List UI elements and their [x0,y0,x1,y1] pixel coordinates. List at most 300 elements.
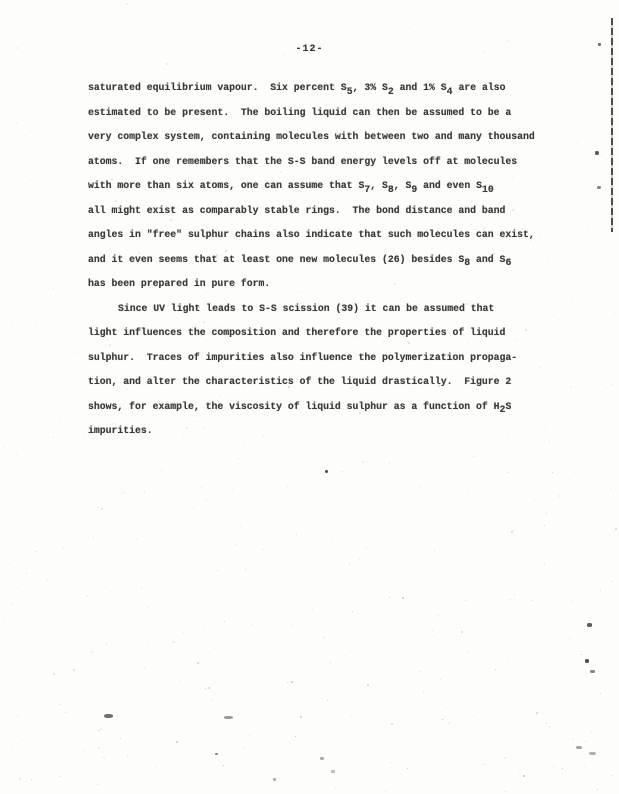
scan-speck [46,237,47,238]
scan-speck [546,513,547,514]
scan-speck [593,660,594,661]
scan-speck [102,2,103,3]
scan-speck [534,499,535,500]
scan-speck [465,546,466,547]
text-line [88,272,568,297]
scan-speck [614,313,615,314]
scan-speck [391,723,393,725]
body-text: S [505,400,512,412]
scan-speck [35,551,36,552]
scan-speck [277,509,278,510]
scan-speck [214,648,215,649]
text-line [88,125,568,150]
text-line [88,370,568,395]
scan-speck [599,88,600,89]
scan-speck [141,588,142,589]
scan-speck [410,19,411,20]
text-line [88,419,568,444]
scan-speck [84,159,85,160]
scan-speck [57,476,58,477]
scan-speck [495,669,496,670]
scan-speck [465,600,466,601]
scan-speck [587,227,588,228]
scan-speck [600,693,601,694]
scan-speck [508,472,509,473]
scan-speck [100,728,102,730]
scan-speck [461,68,462,69]
scan-speck [59,704,60,705]
scan-speck [98,748,99,749]
scan-speck [331,542,332,543]
scan-speck [432,636,433,637]
scan-speck [121,493,122,494]
scan-speck [41,422,42,423]
scan-speck [539,57,540,58]
scan-speck [16,83,17,84]
body-text: very complex system, containing molecules with between two and many thousand [88,131,535,142]
scan-speck [19,332,20,333]
scan-speck [408,27,410,29]
scan-speck [523,775,525,777]
body-text: atoms. If one remembers that the S-S band energy levels off at molecules [88,155,518,167]
scan-speck [343,693,344,694]
scan-speck [11,326,12,327]
scan-speck [235,544,236,545]
scan-speck [106,644,107,645]
document-body [88,76,568,444]
subscript-text: 10 [481,183,494,195]
scan-speck [549,726,551,728]
scan-speck [563,457,564,458]
scan-speck [425,646,426,647]
scan-speck [513,530,514,531]
scan-speck [298,691,299,692]
scan-speck [236,6,237,7]
scan-speck [77,718,78,719]
scan-speck [203,38,204,39]
text-line [88,150,568,175]
scan-speck [605,133,606,134]
subscript-text: 4 [446,85,453,97]
scan-speck [34,173,35,174]
body-text: impurities. [88,425,153,436]
scan-speck [389,657,390,658]
scan-speck [99,747,100,748]
scan-speck [546,723,547,724]
scan-speck [440,679,441,680]
scan-speck [446,707,447,708]
scan-speck [489,719,490,720]
body-text: has been prepared in pure form. [88,278,271,289]
scan-speck [166,63,168,65]
scan-mark [576,746,582,749]
scan-speck [17,716,18,717]
scan-speck [19,778,21,780]
scan-speck [596,146,597,147]
scan-mark [590,670,595,673]
scan-speck [218,452,219,453]
scan-speck [577,335,578,336]
scan-speck [436,701,437,702]
scan-speck [467,651,468,652]
scan-speck [206,499,207,500]
scan-speck [148,645,149,646]
scan-speck [144,491,145,492]
scan-speck [357,40,358,41]
body-text: and it even seems that at least one new molecules (26) besides S [88,253,465,265]
body-text: , S [370,180,388,191]
scan-speck [53,288,54,289]
scan-speck [60,776,61,777]
scan-speck [197,662,199,664]
scan-speck [135,74,136,75]
scan-mark [104,714,113,718]
scan-speck [219,499,220,500]
scan-speck [391,762,392,763]
scan-speck [532,600,533,601]
scan-speck [60,421,61,422]
scan-speck [173,641,175,643]
scan-speck [249,735,250,736]
scan-speck [79,735,80,736]
scan-speck [2,457,3,458]
scan-speck [402,597,404,599]
scan-speck [25,235,26,236]
scan-speck [23,354,24,355]
scan-speck [498,482,499,483]
scan-speck [366,587,367,588]
scan-speck [473,763,474,764]
scan-speck [238,458,239,459]
scan-speck [610,488,611,489]
scan-speck [471,744,472,745]
scan-speck [81,419,82,420]
scan-mark [215,753,218,755]
scan-speck [544,564,545,565]
scan-speck [337,608,338,609]
body-text: Since UV light leads to S-S scission (39) it can be assumed that [118,302,495,314]
scan-speck [201,510,202,511]
scan-speck [16,587,17,588]
scan-speck [605,485,606,486]
scan-speck [232,489,233,490]
scan-speck [95,41,96,42]
scan-speck [9,342,10,343]
scan-speck [585,741,586,742]
scan-speck [312,609,313,610]
scan-speck [597,88,598,89]
scan-speck [291,681,293,683]
scan-speck [512,724,513,725]
scan-speck [44,21,45,22]
scan-mark [325,470,328,473]
scan-speck [591,731,592,732]
body-text: , 3% S [352,82,388,93]
scan-speck [9,564,10,565]
scan-speck [366,548,367,549]
scan-speck [176,741,178,743]
scan-mark [585,659,589,663]
scan-speck [98,730,99,731]
scan-speck [453,522,454,523]
scan-speck [167,594,168,595]
scan-speck [572,601,573,602]
scan-speck [561,720,562,721]
scan-speck [31,141,33,143]
scan-speck [472,716,473,717]
scan-speck [218,72,219,73]
scan-speck [544,525,545,526]
scan-mark [589,752,596,755]
scan-speck [531,555,532,556]
scan-speck [53,437,54,438]
scan-speck [193,508,194,509]
scan-speck [241,38,242,39]
scan-speck [201,487,202,488]
scan-speck [544,11,545,12]
scan-speck [235,57,236,58]
scan-speck [433,676,434,677]
scan-speck [161,470,162,471]
scan-speck [453,3,455,5]
scan-speck [505,791,506,792]
scan-speck [421,716,422,717]
scan-speck [63,547,64,548]
scan-speck [536,712,538,714]
scan-speck [17,200,18,201]
scan-speck [584,766,585,767]
scan-speck [355,19,356,20]
scan-speck [47,579,48,580]
scan-speck [86,595,88,597]
scan-speck [243,445,244,446]
scan-speck [330,662,331,663]
scan-speck [550,645,551,646]
scan-speck [206,31,207,32]
scan-speck [577,458,578,459]
scan-speck [450,620,451,621]
scan-speck [208,687,210,689]
scan-speck [553,766,554,767]
scan-speck [1,108,2,109]
scan-speck [224,621,225,622]
scan-speck [67,279,69,281]
scan-speck [126,3,128,5]
text-line [88,76,568,101]
scan-speck [514,594,515,595]
scan-speck [508,661,510,663]
scan-speck [407,768,408,769]
body-text: saturated equilibrium vapour. Six percent S [88,82,347,93]
scan-speck [295,736,296,737]
scan-speck [223,765,224,766]
scan-speck [296,534,297,535]
scan-speck [576,142,578,144]
scan-speck [16,122,18,124]
scan-speck [83,751,84,752]
scan-speck [42,638,43,639]
scan-speck [78,64,79,65]
body-text: light influences the composition and therefore the properties of liquid [88,327,506,338]
scan-speck [147,39,148,40]
scan-speck [552,472,553,473]
scan-speck [157,603,158,604]
scan-speck [130,763,131,764]
scan-speck [367,684,369,686]
scan-speck [97,507,98,508]
scan-speck [40,505,41,506]
paragraph [88,297,568,444]
scan-speck [473,456,474,457]
scan-speck [136,538,138,540]
subscript-text: 9 [411,183,418,195]
scan-speck [438,615,439,616]
scan-speck [171,755,172,756]
scan-speck [519,770,520,771]
scan-speck [28,29,29,30]
scan-speck [572,738,574,740]
scan-speck [4,447,5,448]
scan-speck [420,671,421,672]
scan-speck [155,766,156,767]
scan-speck [606,92,607,93]
scan-speck [252,624,253,625]
scan-speck [442,719,443,720]
scan-speck [615,528,617,530]
scan-speck [526,557,527,558]
scan-speck [74,352,75,353]
scan-speck [45,85,46,86]
body-text: angles in "free" sulphur chains also indicate that such molecules can exist, [88,229,535,240]
scan-speck [23,740,24,741]
scan-speck [26,573,27,574]
scan-speck [111,488,112,489]
scan-mark [320,757,324,760]
scan-speck [600,415,601,416]
scan-speck [385,791,386,792]
scan-speck [305,26,306,27]
scan-mark [587,623,592,627]
text-line [88,395,568,420]
scan-speck [562,774,563,775]
text-line [88,174,568,199]
scan-speck [92,651,93,652]
body-text: tion, and alter the characteristics of the liquid drastically. Figure 2 [88,376,512,387]
scan-speck [510,599,511,600]
scan-speck [35,324,36,325]
text-line [88,321,568,346]
scan-speck [352,611,353,612]
scan-speck [581,654,582,655]
scan-speck [287,682,288,683]
scan-speck [74,96,75,97]
scan-speck [17,114,18,115]
paragraph [88,76,568,297]
scan-speck [81,448,82,449]
scan-speck [93,537,94,538]
scan-speck [536,8,537,9]
scan-speck [31,779,32,780]
scan-speck [588,193,589,194]
scan-speck [39,93,40,94]
scan-speck [164,69,165,70]
scan-speck [211,699,212,700]
scan-speck [510,558,511,559]
scan-speck [127,755,128,756]
scan-speck [475,614,476,615]
scan-speck [116,538,118,540]
text-line [88,199,568,224]
scan-speck [361,472,362,473]
scan-speck [558,495,560,497]
scan-speck [479,694,480,695]
scan-speck [448,722,450,724]
scan-speck [53,673,55,675]
text-line [88,297,568,322]
body-text: with more than six atoms, one can assume that S [88,180,365,191]
scan-mark [595,151,599,155]
scan-speck [387,40,388,41]
scan-speck [572,211,573,212]
body-text: estimated to be present. The boiling liquid can then be assumed to be a [88,106,512,118]
scan-speck [211,35,212,36]
scan-speck [240,526,241,527]
scan-speck [16,454,17,455]
text-line [88,346,568,371]
scan-speck [423,692,424,693]
scan-speck [144,668,145,669]
scan-speck [468,489,469,490]
subscript-text: 6 [505,257,512,268]
text-line [88,223,568,248]
scan-speck [530,764,531,765]
scan-speck [504,757,506,759]
page-number: -12- [295,44,324,55]
scan-speck [416,445,417,446]
scan-speck [75,191,76,192]
scan-speck [335,19,336,20]
scan-speck [84,437,85,438]
subscript-text: 8 [464,257,471,268]
scan-speck [327,700,328,701]
scan-speck [245,569,246,570]
scan-speck [260,531,261,532]
scan-speck [287,646,288,647]
scan-speck [509,527,510,528]
scan-speck [47,26,48,27]
scan-speck [335,787,336,788]
scan-speck [530,594,531,595]
scan-speck [507,40,509,42]
body-text: shows, for example, the viscosity of liquid sulphur as a function of H [88,400,500,412]
scan-mark [273,778,276,781]
scan-speck [606,159,607,160]
body-text: all might exist as comparably stable rings. The bond distance and band [88,204,506,216]
scan-speck [263,549,264,550]
scan-speck [569,638,570,639]
scan-speck [597,789,598,790]
scan-speck [349,564,350,565]
scan-speck [31,663,32,664]
scan-speck [606,387,607,388]
scan-speck [180,681,181,682]
scan-speck [208,514,209,515]
scan-speck [33,465,34,466]
scan-speck [600,590,601,591]
scan-speck [562,768,563,769]
scan-speck [204,630,205,631]
scan-speck [455,35,456,36]
